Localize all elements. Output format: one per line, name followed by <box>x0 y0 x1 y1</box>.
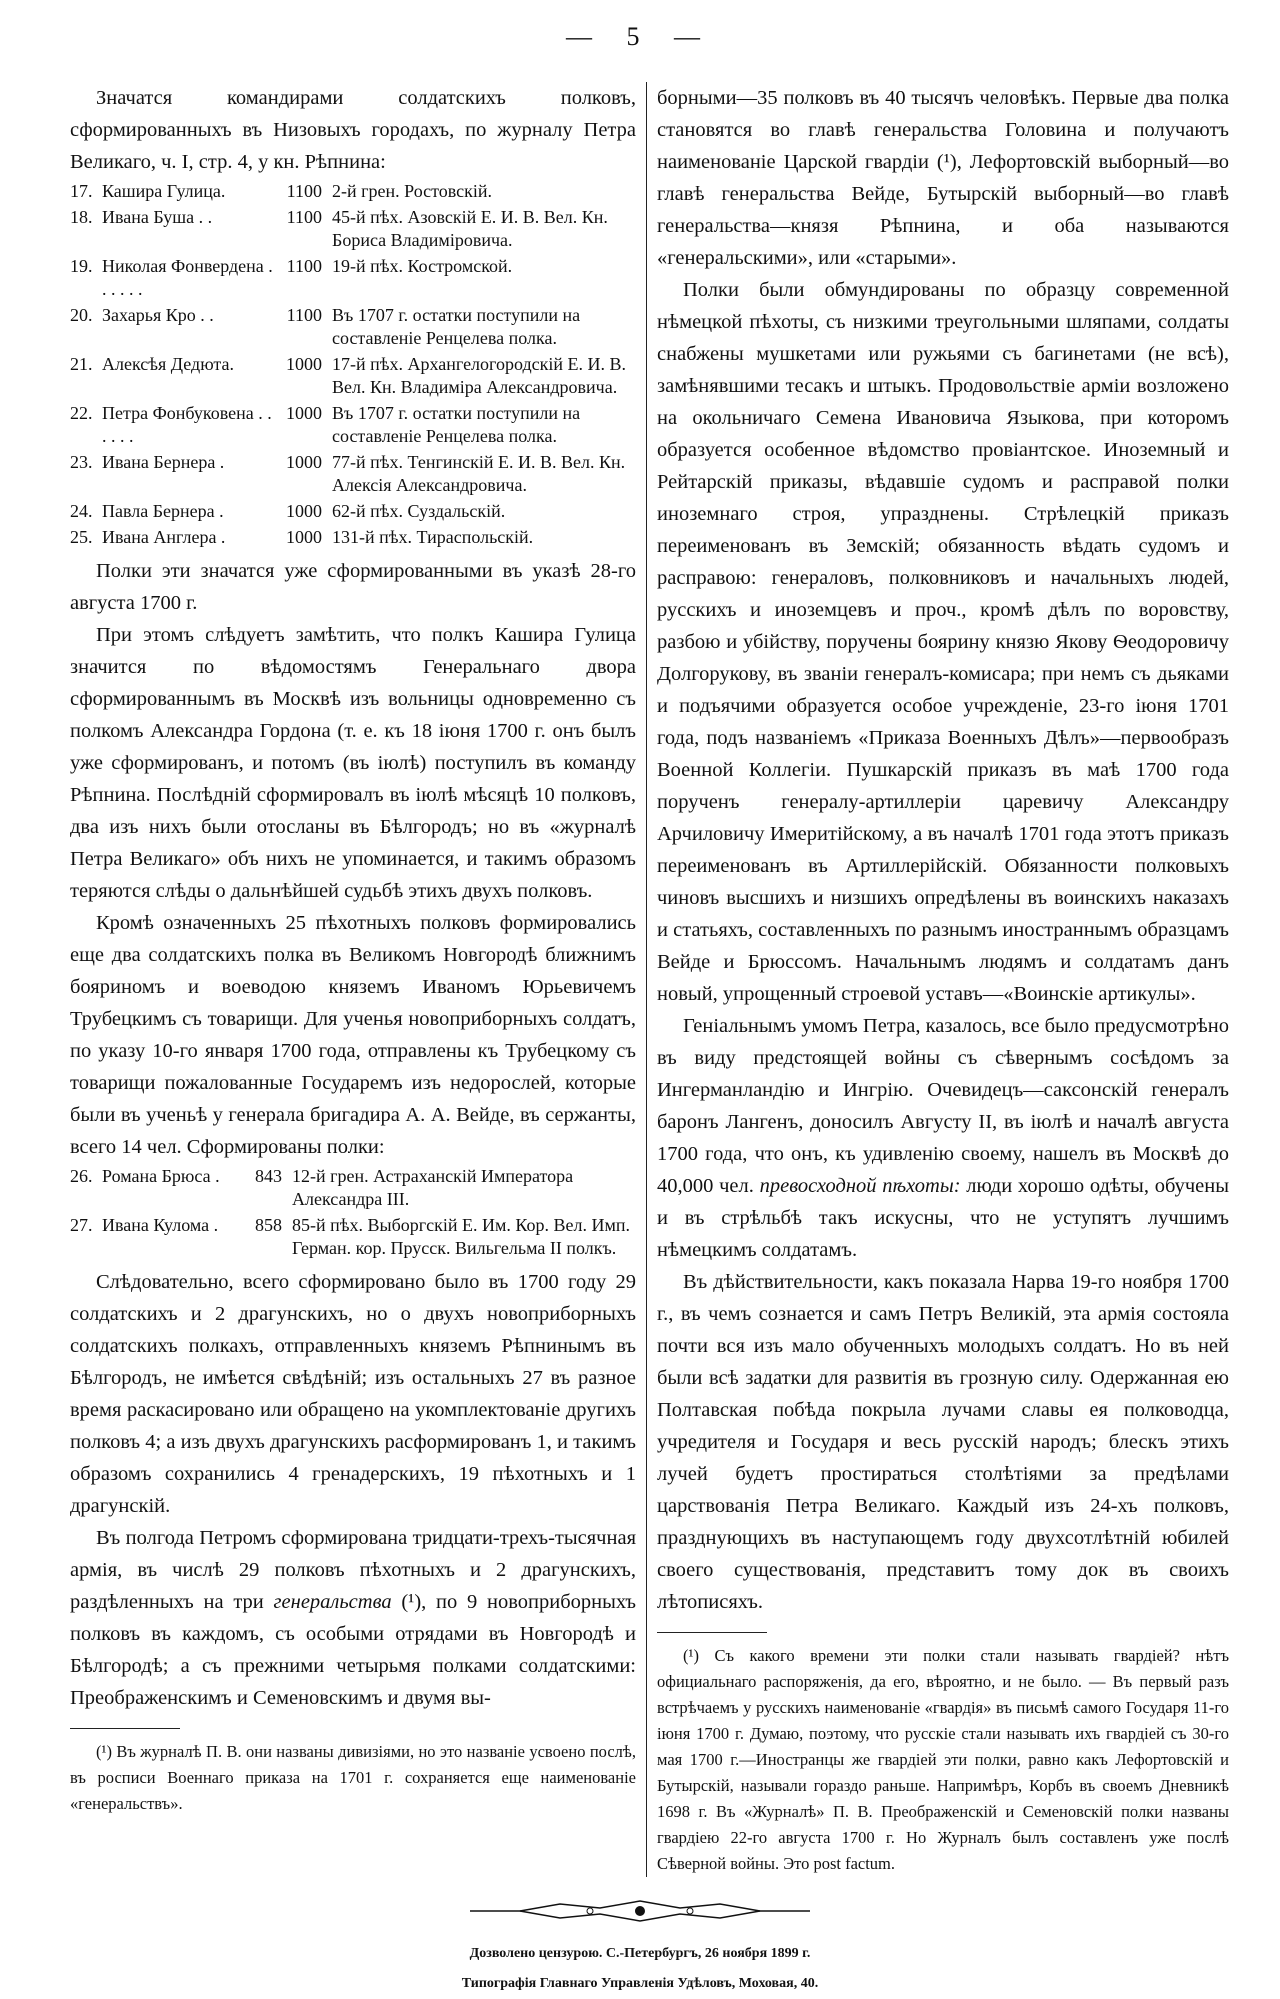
regiment-number: 22. <box>70 403 93 423</box>
regiment-description: Въ 1707 г. остатки поступили на составленіе Ренцелева полка. <box>332 305 581 348</box>
regiment-number: 20. <box>70 305 93 325</box>
regiment-number: 18. <box>70 207 93 227</box>
regiment-row <box>70 451 636 497</box>
censor-note: Дозволено цензурою. С.-Петербургъ, 26 ноября 1899 г. <box>469 1946 811 1961</box>
regiment-description: 2-й грен. Ростовскій. <box>332 181 493 201</box>
right-column <box>646 82 1229 1877</box>
regiment-row <box>70 1214 636 1260</box>
regiment-number: 23. <box>70 452 93 472</box>
regiment-row <box>70 526 636 549</box>
commander-name: Павла Бернера . <box>102 501 224 521</box>
regiment-list <box>70 180 636 549</box>
intro-paragraph: Значатся командирами солдатскихъ полковъ, сформированныхъ въ Низовыхъ городахъ, по журналу Петра Великаго, ч. I, стр. 4, у кн. Рѣпнина: <box>70 87 636 173</box>
soldier-count: 1000 <box>286 527 322 547</box>
regiment-number: 17. <box>70 181 93 201</box>
commander-name: Ивана Кулома . <box>102 1215 219 1235</box>
left-column <box>70 82 646 1877</box>
paragraph: Полки были обмундированы по образцу современной нѣмецкой пѣхоты, съ низкими треугольными шляпами, солдаты снабжены мушкетами или ружьями съ багинетами (не всѣ), замѣнявшими тесакъ и штыкъ. Продовольствіе арміи возложено на окольничаго Семена Ивановича Языкова, при которомъ образуется особенное вѣдомство провіантское. Иноземный и Рейтарскій приказы, вѣдавшіе судомъ и расправой полки иноземнаго строя, упразднены. Стрѣлецкій приказъ переименованъ въ Земскій; обязанность вѣдать судомъ и расправою: генераловъ, полковниковъ и начальныхъ людей, русскихъ и иноземцевъ и проч., кромѣ дѣлъ по воровству, разбою и убійству, поручены боярину князю Якову Ѳеодоровичу Долгорукову, въ званіи генералъ-комисара; при немъ съ дьяками и подъячими образуется особое учрежденіе, 23-го іюня 1701 года, подъ названіемъ «Приказа Военныхъ Дѣлъ»—первообразъ Военной Коллегіи. Пушкарскій приказъ въ маѣ 1700 года порученъ генералу-артиллеріи царевичу Александру Арчиловичу Имеритійскому, а въ началѣ 1701 года этотъ приказъ переименованъ въ Артиллерійскій. Обязанности полковыхъ чиновъ высшихъ и низшихъ опредѣлены въ воинскихъ наказахъ и статьяхъ, составленныхъ по разнымъ иностраннымъ образцамъ Вейде и Брюссомъ. Начальнымъ людямъ и солдатамъ данъ новый, упрощенный строевой уставъ—«Воинскіе артикулы». <box>657 279 1229 1005</box>
text: люди хорошо одѣты, обучены и въ стрѣльбѣ такъ искусны, что не уступятъ лучшимъ нѣмецкимъ солдатамъ. <box>657 1175 1229 1261</box>
footnote-rule <box>70 1728 180 1729</box>
commander-name: Кашира Гулица. <box>102 181 226 201</box>
regiment-number: 21. <box>70 354 93 374</box>
regiment-row <box>70 353 636 399</box>
regiment-description: 45-й пѣх. Азовскій Е. И. В. Вел. Кн. Бориса Владиміровича. <box>332 207 608 250</box>
regiment-description: 62-й пѣх. Суздальскій. <box>332 501 506 521</box>
regiment-description: 17-й пѣх. Архангелогородскій Е. И. В. Вел. Кн. Владиміра Александровича. <box>332 354 626 397</box>
text: (¹), по 9 новоприборныхъ полковъ въ каждомъ, съ особыми отрядами въ Новгородѣ и Бѣлгородѣ; а съ прежними четырьмя полками солдатскими: Преображенскимъ и Семеновскимъ и двумя вы- <box>70 1591 636 1709</box>
soldier-count: 1100 <box>286 181 322 201</box>
regiment-row <box>70 255 636 301</box>
paragraph: Слѣдовательно, всего сформировано было въ 1700 году 29 солдатскихъ и 2 драгунскихъ, но о двухъ новоприборныхъ солдатскихъ полкахъ, отправленныхъ княземъ Рѣпнинымъ въ Бѣлгородъ, не имѣется свѣдѣній; изъ остальныхъ 27 въ разное время раскасировано или обращено на укомплектованіе другихъ полковъ 4; а изъ двухъ драгунскихъ расформированъ 1, и такимъ образомъ сохранились 4 гренадерскихъ, 19 пѣхотныхъ и 1 драгунскій. <box>70 1271 636 1517</box>
regiment-row <box>70 206 636 252</box>
regiment-number: 27. <box>70 1215 93 1235</box>
regiment-description: 85-й пѣх. Выборгскій Е. Им. Кор. Вел. Имп. Герман. кор. Прусск. Вильгельма II полкъ. <box>292 1215 631 1258</box>
soldier-count: 1000 <box>286 403 322 423</box>
footnote-text: (¹) Съ какого времени эти полки стали называть гвардіей? нѣтъ официальнаго распоряженія, да его, вѣроятно, и не было. — Въ первый разъ встрѣчаемъ у русскихъ наименованіе «гвардія» въ письмѣ самого Государя 11-го іюня 1700 г. Думаю, поэтому, что русскіе стали называть ихъ гвардіей съ 30-го мая 1700 г.—Иностранцы же гвардіей эти полки, равно какъ Лефортовскій и Бутырскій, называли гораздо раньше. Напримѣръ, Корбъ въ своемъ Дневникѣ 1698 г. Въ «Журналѣ» П. В. Преображенскій и Семеновскій полки названы гвардіею 22-го августа 1700 г. Но Журналъ былъ составленъ уже послѣ Сѣверной войны. Это post factum. <box>657 1646 1229 1873</box>
regiment-number: 26. <box>70 1166 93 1186</box>
commander-name: Ивана Англера . <box>102 527 226 547</box>
paragraph: При этомъ слѣдуетъ замѣтить, что полкъ Кашира Гулица значится по вѣдомостямъ Генеральнаго двора сформированнымъ въ Москвѣ изъ вольницы одновременно съ полкомъ Александра Гордона (т. е. къ 18 іюня 1700 г. онъ былъ уже сформированъ, и потомъ (въ іюлѣ) поступилъ въ команду Рѣпнина. Послѣдній сформировалъ въ іюлѣ мѣсяцѣ 10 полковъ, два изъ нихъ были отосланы въ Бѣлгородъ; но въ «журналѣ Петра Великаго» объ нихъ не упоминается, и такимъ образомъ теряются слѣды о дальнѣйшей судьбѣ этихъ двухъ полковъ. <box>70 624 636 902</box>
paragraph <box>70 1522 636 1714</box>
soldier-count: 1000 <box>286 452 322 472</box>
regiment-description: 12-й грен. Астраханскій Императора Александра III. <box>292 1166 574 1209</box>
regiment-description: Въ 1707 г. остатки поступили на составленіе Ренцелева полка. <box>332 403 581 446</box>
regiment-row <box>70 402 636 448</box>
footnote-right <box>657 1632 1229 1877</box>
commander-name: Захарья Кро . . <box>102 305 214 325</box>
commander-name: Ивана Бернера . <box>102 452 225 472</box>
ornament-divider <box>0 1899 1280 1923</box>
soldier-count: 1100 <box>286 256 322 276</box>
regiment-description: 131-й пѣх. Тираспольскій. <box>332 527 534 547</box>
regiment-row <box>70 1165 636 1211</box>
soldier-count: 858 <box>255 1215 282 1235</box>
soldier-count: 1100 <box>286 305 322 325</box>
soldier-count: 1000 <box>286 354 322 374</box>
footnote-text: (¹) Въ журналѣ П. В. они названы дивизіями, но это названіе усвоено послѣ, въ росписи Военнаго приказа на 1701 г. сохраняется еще наименованіе «генеральствъ». <box>70 1742 636 1813</box>
soldier-count: 843 <box>255 1166 282 1186</box>
commander-name: Николая Фонвердена . . . . . . <box>102 256 273 299</box>
regiment-row <box>70 180 636 203</box>
italic-term: генеральства <box>273 1591 392 1613</box>
paragraph: Полки эти значатся уже сформированными въ указѣ 28-го августа 1700 г. <box>70 560 636 614</box>
regiment-row <box>70 500 636 523</box>
regiment-list-2 <box>70 1165 636 1260</box>
paragraph <box>657 1010 1229 1266</box>
commander-name: Ивана Буша . . <box>102 207 213 227</box>
soldier-count: 1100 <box>286 207 322 227</box>
paragraph: борными—35 полковъ въ 40 тысячъ человѣкъ. Первые два полка становятся во главѣ генеральства Головина и получаютъ наименованіе Царской гвардіи (¹), Лефортовскій выборный—во главѣ генеральства Вейде, Бутырскій выборный—во главѣ генеральства—князя Рѣпнина, и оба называются «генеральскими», или «старыми». <box>657 87 1229 269</box>
text: Геніальнымъ умомъ Петра, казалось, все было предусмотрѣно въ виду предстоящей войны съ сѣвернымъ сосѣдомъ за Ингерманландію и Ингрію. Очевидецъ—саксонскій генералъ баронъ Лангенъ, доносилъ Августу II, въ іюлѣ и началѣ августа 1700 года, что онъ, къ удивленію своему, нашелъ въ Москвѣ до 40,000 чел. <box>657 1015 1229 1197</box>
soldier-count: 1000 <box>286 501 322 521</box>
text: Въ полгода Петромъ сформирована тридцати-трехъ-тысячная армія, въ числѣ 29 полковъ пѣхотныхъ и 2 драгунскихъ, раздѣленныхъ на три <box>70 1527 636 1613</box>
regiment-number: 19. <box>70 256 93 276</box>
commander-name: Петра Фонбуковена . . . . . . <box>102 403 272 446</box>
regiment-description: 77-й пѣх. Тенгинскій Е. И. В. Вел. Кн. Алексія Александровича. <box>332 452 626 495</box>
footnote-rule <box>657 1632 767 1633</box>
printer-note: Типографія Главнаго Управленія Удѣловъ, Моховая, 40. <box>461 1976 819 1991</box>
regiment-number: 25. <box>70 527 93 547</box>
paragraph: Въ дѣйствительности, какъ показала Нарва 19-го ноября 1700 г., въ чемъ сознается и самъ Петръ Великій, эта армія состояла почти вся изъ мало обученныхъ молодыхъ солдатъ. Но въ ней были всѣ задатки для развитія въ грозную силу. Одержанная ею Полтавская побѣда покрыла лучами славы ея полководца, учредителя и Государя и весь русскій народъ; блескъ этихъ лучей будетъ простираться столѣтіями за предѣлами царствованія Петра Великаго. Каждый изъ 24-хъ полковъ, празднующихъ въ наступающемъ году двухсотлѣтній юбилей своего существованія, представитъ тому док въ своихъ лѣтописяхъ. <box>657 1271 1229 1613</box>
commander-name: Романа Брюса . <box>102 1166 220 1186</box>
regiment-row <box>70 304 636 350</box>
footnote-left <box>70 1728 636 1817</box>
columns <box>0 62 1280 1877</box>
regiment-description: 19-й пѣх. Костромской. <box>332 256 513 276</box>
italic-term: превосходной пѣхоты: <box>759 1175 961 1197</box>
commander-name: Алексѣя Дедюта. <box>102 354 235 374</box>
page-number: — 5 — <box>566 22 714 51</box>
regiment-number: 24. <box>70 501 93 521</box>
paragraph: Кромѣ означенныхъ 25 пѣхотныхъ полковъ формировались еще два солдатскихъ полка въ Великомъ Новгородѣ ближнимъ бояриномъ и воеводою княземъ Иваномъ Юрьевичемъ Трубецкимъ съ товарищи. Для ученья новоприборныхъ солдатъ, по указу 10-го января 1700 года, отправлены къ Трубецкому съ товарищи пожалованные Государемъ изъ недорослей, которые были въ ученьѣ у генерала бригадира А. А. Вейде, въ сержанты, всего 14 чел. Сформированы полки: <box>70 912 636 1158</box>
